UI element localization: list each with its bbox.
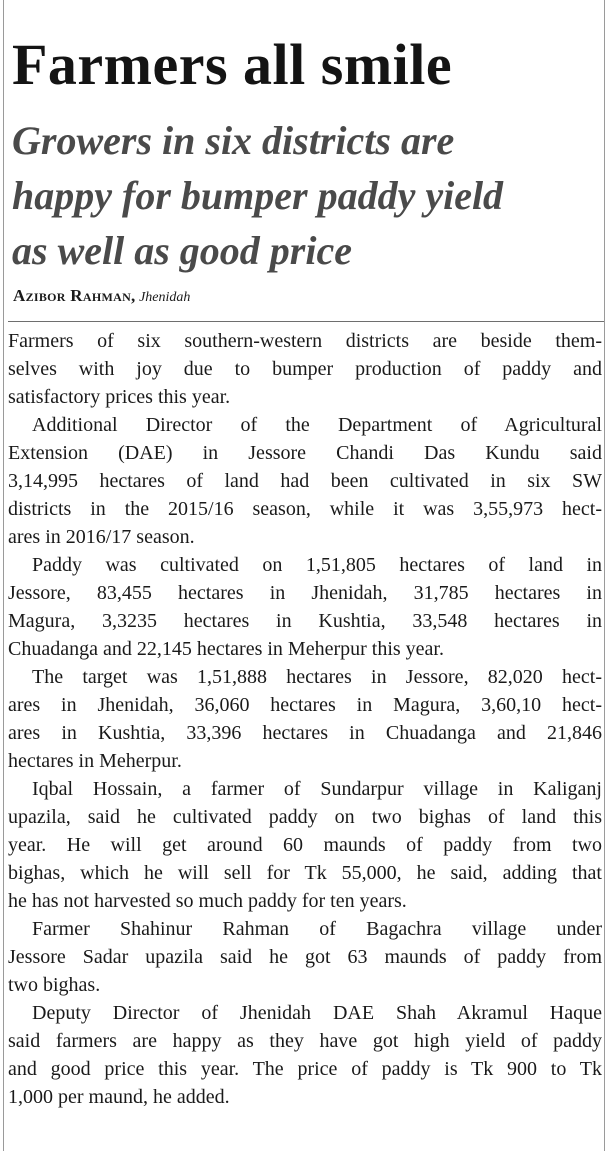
paragraph-line: Iqbal Hossain, a farmer of Sundarpur village in Kaliganj — [32, 778, 602, 800]
article-paragraph — [8, 663, 602, 775]
paragraph-line: Deputy Director of Jhenidah DAE Shah Akramul Haque — [32, 1002, 602, 1024]
divider — [8, 321, 604, 322]
left-border — [3, 0, 4, 1151]
subheadline-line: Growers in six districts are — [12, 118, 455, 163]
article-paragraph — [8, 411, 602, 551]
paragraph-line: Chuadanga and 22,145 hectares in Meherpur this year. — [8, 638, 444, 660]
paragraph-line: 1,000 per maund, he added. — [8, 1086, 230, 1108]
right-border — [604, 0, 605, 1151]
paragraph-line: 3,14,995 hectares of land had been cultivated in six SW — [8, 470, 602, 492]
article-paragraph — [8, 999, 602, 1111]
paragraph-line: upazila, said he cultivated paddy on two bighas of land this — [8, 806, 602, 828]
paragraph-line: ares in Jhenidah, 36,060 hectares in Magura, 3,60,10 hect- — [8, 694, 602, 716]
paragraph-line: districts in the 2015/16 season, while it was 3,55,973 hect- — [8, 498, 602, 520]
paragraph-line: Farmers of six southern-western districts are beside them- — [8, 330, 602, 352]
paragraph-line: bighas, which he will sell for Tk 55,000, he said, adding that — [8, 862, 602, 884]
paragraph-line: Magura, 3,3235 hectares in Kushtia, 33,548 hectares in — [8, 610, 602, 632]
paragraph-line: satisfactory prices this year. — [8, 386, 231, 408]
paragraph-line: and good price this year. The price of paddy is Tk 900 to Tk — [8, 1058, 602, 1080]
subheadline-line: happy for bumper paddy yield — [12, 173, 504, 218]
paragraph-line: hectares in Meherpur. — [8, 750, 182, 772]
paragraph-line: selves with joy due to bumper production of paddy and — [8, 358, 602, 380]
paragraph-line: Farmer Shahinur Rahman of Bagachra village under — [32, 918, 602, 940]
paragraph-line: he has not harvested so much paddy for ten years. — [8, 890, 407, 912]
byline — [13, 286, 190, 308]
paragraph-line: Jessore Sadar upazila said he got 63 maunds of paddy from — [8, 946, 602, 968]
paragraph-line: year. He will get around 60 maunds of paddy from two — [8, 834, 602, 856]
paragraph-line: Extension (DAE) in Jessore Chandi Das Kundu said — [8, 442, 602, 464]
article-paragraph — [8, 551, 602, 663]
paragraph-line: said farmers are happy as they have got high yield of paddy — [8, 1030, 602, 1052]
paragraph-line: Additional Director of the Department of Agricultural — [32, 414, 602, 436]
article-paragraph — [8, 327, 602, 411]
headline: Farmers all smile — [12, 32, 453, 97]
paragraph-line: Jessore, 83,455 hectares in Jhenidah, 31,785 hectares in — [8, 582, 602, 604]
paragraph-line: The target was 1,51,888 hectares in Jessore, 82,020 hect- — [32, 666, 602, 688]
paragraph-line: Paddy was cultivated on 1,51,805 hectares of land in — [32, 554, 602, 576]
paragraph-line: two bighas. — [8, 974, 101, 996]
subheadline — [12, 113, 602, 278]
subheadline-line: as well as good price — [12, 228, 352, 273]
byline-location: Jhenidah — [139, 290, 191, 305]
article-paragraph — [8, 775, 602, 915]
paragraph-line: ares in Kushtia, 33,396 hectares in Chuadanga and 21,846 — [8, 722, 602, 744]
article-body — [8, 327, 602, 1111]
paragraph-line: ares in 2016/17 season. — [8, 526, 195, 548]
article-paragraph — [8, 915, 602, 999]
byline-author: Azibor Rahman, — [13, 286, 136, 305]
